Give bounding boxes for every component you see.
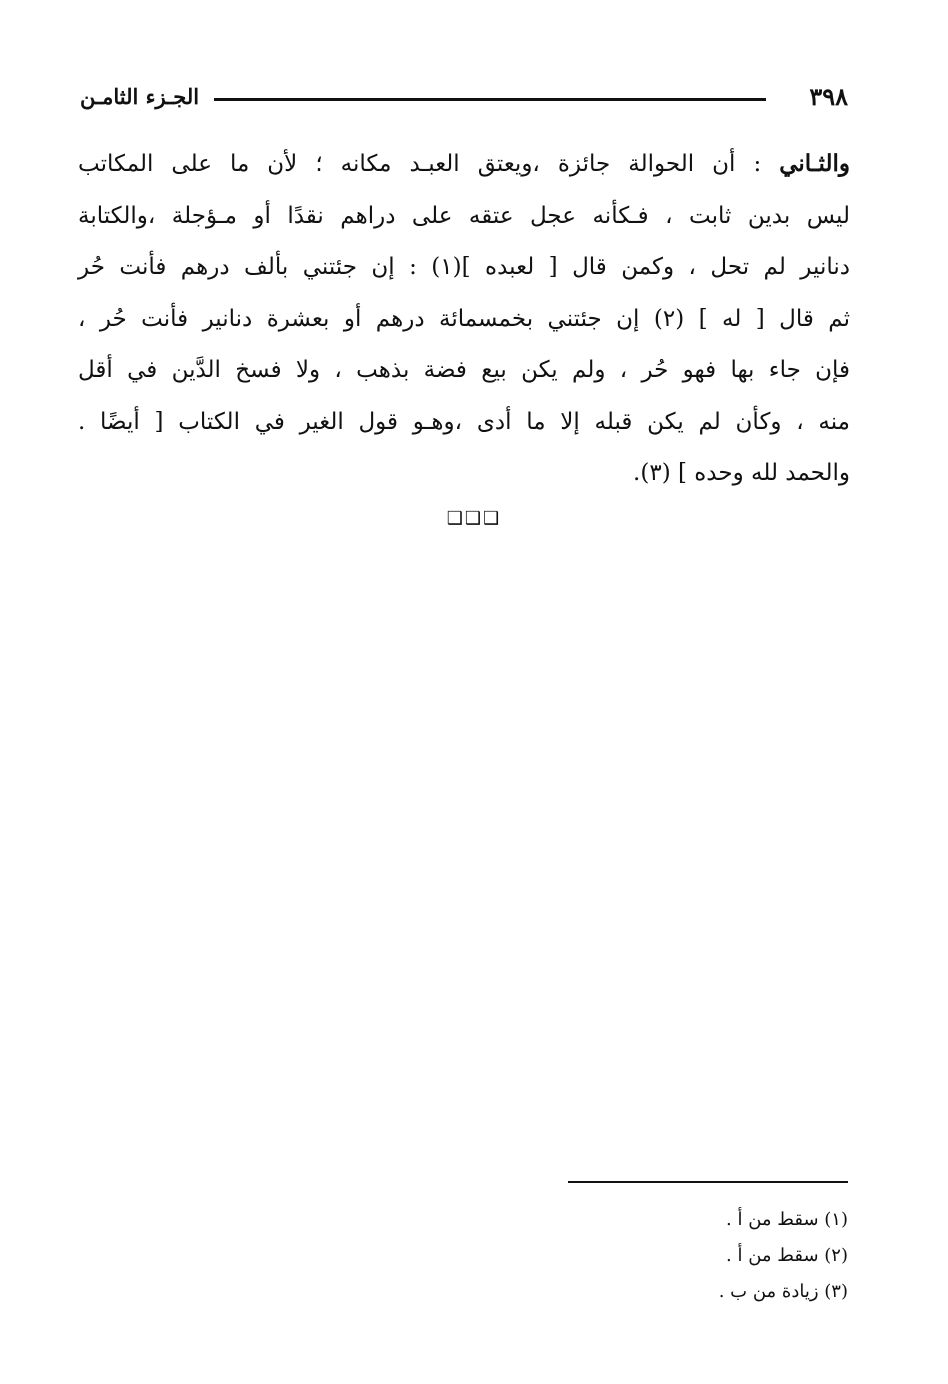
header-rule [214, 98, 766, 101]
text-line-2: ليس بدين ثابت ، فـكأنه عجل عتقه على دراهم نقدًا أو مـؤجلة ،والكتابة [78, 202, 850, 229]
text-line-7: والحمد لله وحده ] (٣). [633, 460, 850, 486]
lead-word: والثـاني [779, 150, 850, 177]
main-text [78, 138, 850, 500]
running-title: الجـزء الثامـن [80, 84, 200, 109]
footnote-3: (٣) زيادة من ب . [718, 1281, 848, 1302]
footnotes [560, 1202, 848, 1310]
footnote-2: (٢) سقط من أ . [726, 1245, 848, 1266]
text-line-1 [78, 138, 850, 191]
footnote-rule [568, 1181, 848, 1183]
page-number: ٣٩٨ [809, 82, 848, 111]
text-line-1-rest: : أن الحوالة جائزة ،ويعتق العبـد مكانه ؛ لأن ما على المكاتب [78, 151, 762, 177]
text-line-5: فإن جاء بها فهو حُر ، ولم يكن بيع فضة بذهب ، ولا فسخ الدَّين في أقل [78, 357, 850, 383]
footnote-1: (١) سقط من أ . [726, 1209, 848, 1230]
text-line-3: دنانير لم تحل ، وكمن قال [ لعبده ](١) : إن جئتني بألف درهم فأنت حُر [78, 254, 850, 280]
text-line-6: منه ، وكأن لم يكن قبله إلا ما أدى ،وهـو قول الغير في الكتاب [ أيضًا . [78, 408, 850, 435]
page-header [80, 84, 848, 120]
text-line-4: ثم قال [ له ] (٢) إن جئتني بخمسمائة درهم أو بعشرة دنانير فأنت حُر ، [78, 305, 850, 332]
section-end-ornament: ❑❑❑ [446, 508, 502, 529]
